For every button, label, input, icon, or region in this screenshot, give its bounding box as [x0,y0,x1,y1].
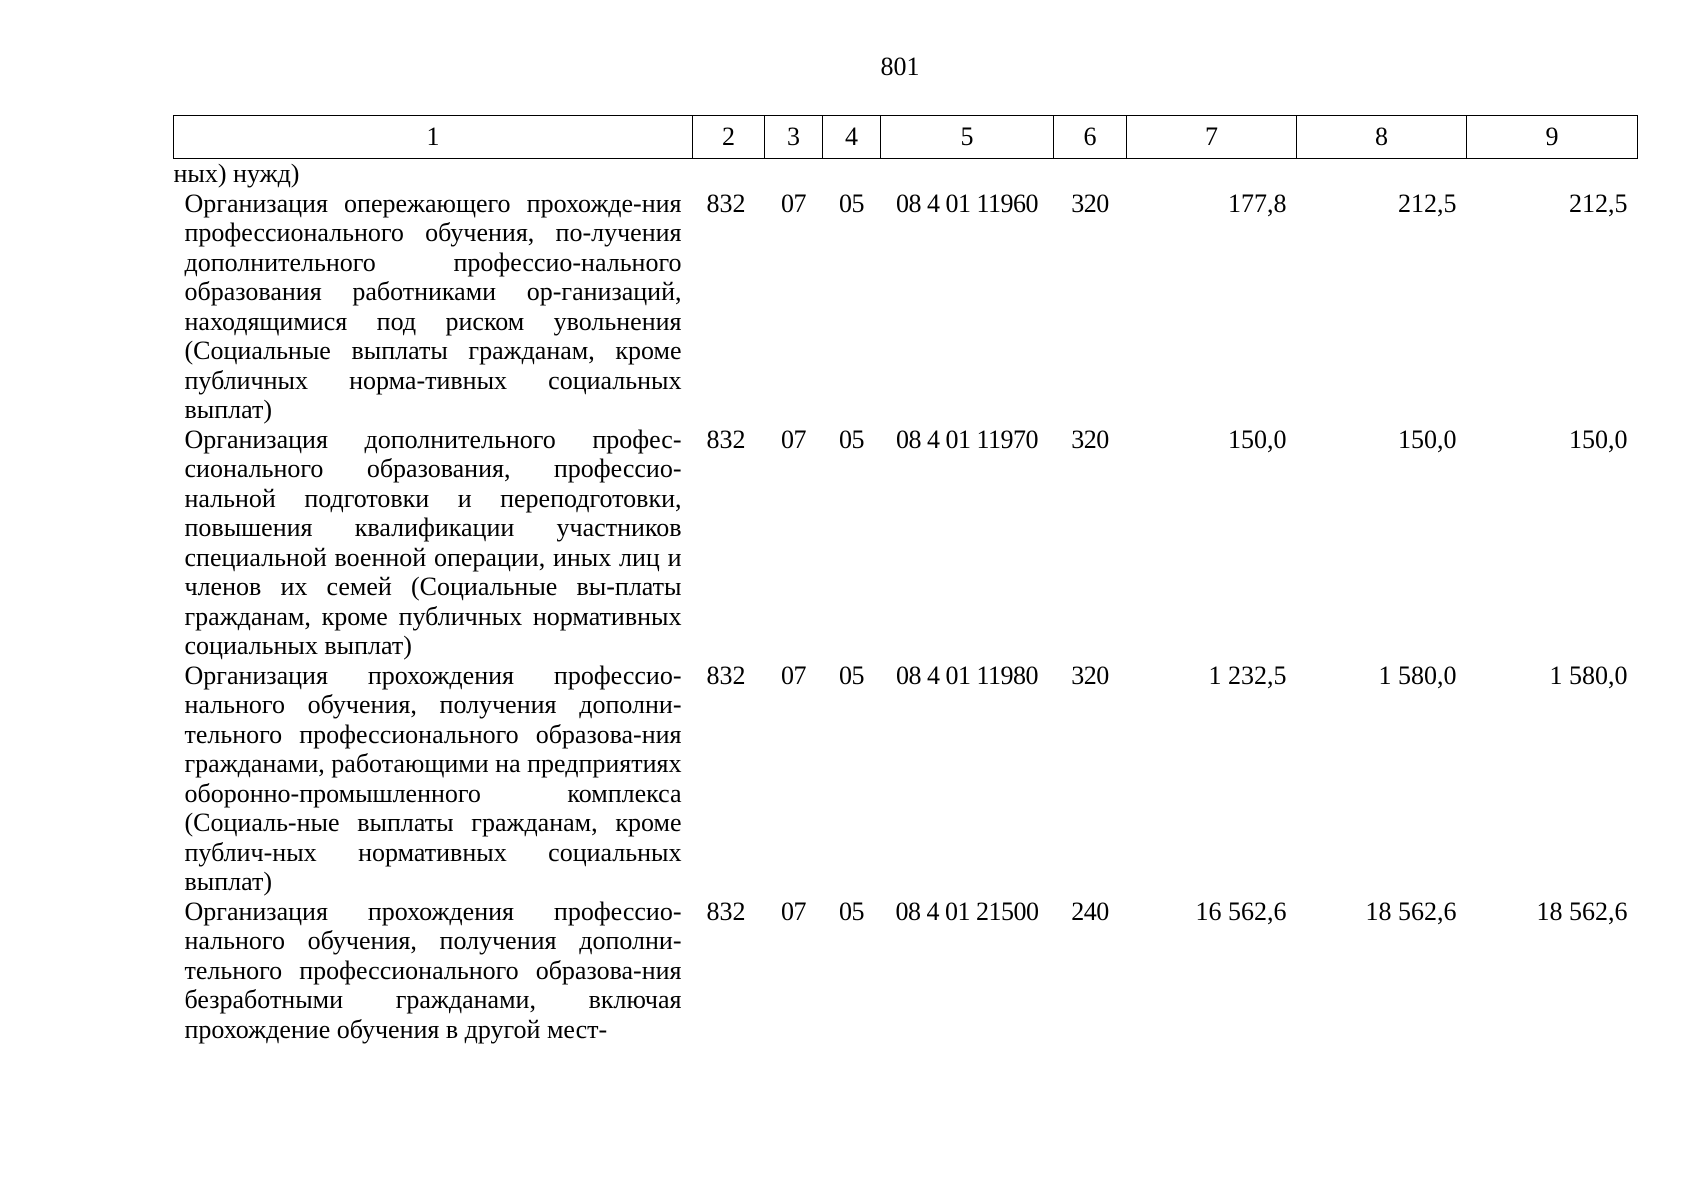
table-row [174,425,1638,661]
table-header [174,116,1638,159]
row-col-8: 18 562,6 [1365,896,1457,926]
row-description: Организация прохождения профессио-нального обучения, получения дополни-тельного профессионального образова-ния гражданами, работающими на предприятиях оборонно-промышленного комплекса (Социаль-ные выплаты гражданам, кроме публич-ных нормативных социальных выплат) [184,660,682,896]
row-col-9: 1 580,0 [1549,660,1628,690]
budget-table [173,115,1638,1044]
header-col-1: 1 [174,116,693,159]
table-body [174,159,1638,1045]
row-col-4: 05 [839,660,864,690]
row-description: Организация опережающего прохожде-ния профессионального обучения, по-лучения дополнительного профессио-нального образования работниками ор-ганизаций, находящимися под риском увольнения (Социальные выплаты гражданам, кроме публичных норма-тивных социальных выплат) [184,188,682,424]
header-col-3: 3 [765,116,823,159]
table-row [174,189,1638,425]
header-row [174,116,1638,159]
row-col-9: 18 562,6 [1536,896,1628,926]
header-col-2: 2 [693,116,765,159]
header-col-7: 7 [1127,116,1297,159]
header-col-4: 4 [823,116,881,159]
continuation-row [174,159,1638,189]
row-col-2: 832 [706,188,746,218]
row-col-3: 07 [781,896,806,926]
page-number-text: 801 [880,52,920,81]
row-description: Организация прохождения профессио-нального обучения, получения дополни-тельного профессионального образова-ния безработными гражданами, включая прохождение обучения в другой мест- [184,896,682,1044]
row-col-3: 07 [781,424,806,454]
row-col-6: 240 [1071,896,1109,926]
header-col-5: 5 [881,116,1054,159]
row-col-7: 1 232,5 [1208,660,1287,690]
row-col-5: 08 4 01 11960 [895,188,1039,218]
row-col-8: 150,0 [1398,424,1457,454]
row-col-6: 320 [1071,424,1109,454]
row-col-7: 177,8 [1228,188,1287,218]
row-col-4: 05 [839,188,864,218]
row-col-2: 832 [706,424,746,454]
row-col-7: 16 562,6 [1195,896,1287,926]
row-col-2: 832 [706,896,746,926]
row-description: Организация дополнительного профес-сионального образования, профессио-нальной подготовки и переподготовки, повышения квалификации участников специальной военной операции, иных лиц и членов их семей (Социальные вы-платы гражданам, кроме публичных нормативных социальных выплат) [184,424,682,660]
row-col-5: 08 4 01 11980 [895,660,1039,690]
table-row [174,661,1638,897]
row-col-6: 320 [1071,660,1109,690]
row-col-8: 1 580,0 [1378,660,1457,690]
row-col-4: 05 [839,424,864,454]
row-col-5: 08 4 01 11970 [895,424,1039,454]
continuation-text: ных) нужд) [173,159,300,188]
row-col-9: 150,0 [1569,424,1628,454]
header-col-6: 6 [1054,116,1127,159]
row-col-6: 320 [1071,188,1109,218]
row-col-3: 07 [781,660,806,690]
row-col-3: 07 [781,188,806,218]
row-col-7: 150,0 [1228,424,1287,454]
row-col-2: 832 [706,660,746,690]
row-col-4: 05 [839,896,864,926]
row-col-8: 212,5 [1398,188,1457,218]
table-row [174,897,1638,1045]
row-col-9: 212,5 [1569,188,1628,218]
row-col-5: 08 4 01 21500 [895,896,1039,926]
header-col-9: 9 [1467,116,1638,159]
page-number [0,52,1697,82]
header-col-8: 8 [1297,116,1467,159]
